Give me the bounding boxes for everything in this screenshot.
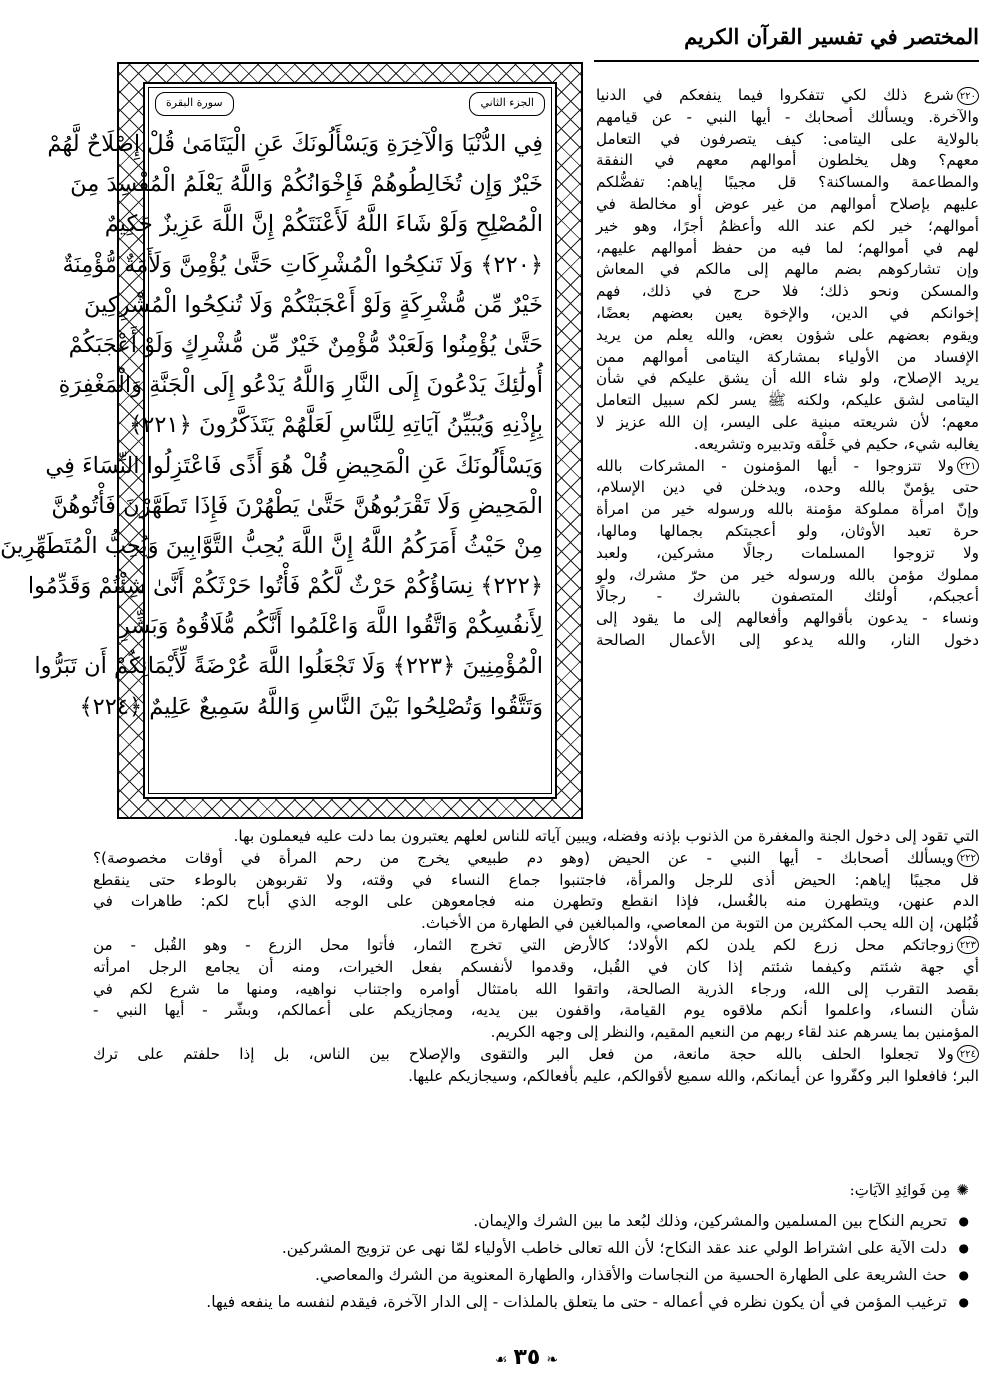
tafsir-line xyxy=(93,847,979,869)
juz-label: الجزء الثاني xyxy=(469,92,545,116)
tafsir-line xyxy=(596,346,979,368)
benefit-item: ● حث الشريعة على الطهارة الحسية من النجاسات والأقذار، والطهارة المعنوية من الشرك والمعاصي. xyxy=(109,1262,969,1289)
tafsir-text: الدم عنهن، ويتطهرن منه بالغُسل، فإذا انقطع وتطهرن منه فجامعوهن على الوجه الذي أباح لكم: طاهرات في xyxy=(93,892,979,911)
ayah-line: الْمُؤْمِنِينَ ﴿٢٢٣﴾ وَلَا تَجْعَلُوا اللَّهَ عُرْضَةً لِّأَيْمَانِكُمْ أَن تَبَرُّوا xyxy=(34,653,543,680)
page-header xyxy=(594,18,979,62)
tafsir-text: بقصد التقرب إلى الله، ورجاء الذرية الصالحة، واتقوا الله بامتثال أوامره واجتناب نواهيه، ومنها ما شرع لكم في xyxy=(93,979,979,998)
tafsir-text: والآخرة. ويسألك أصحابك - أيها النبي - عن قيامهم xyxy=(596,107,979,126)
tafsir-line xyxy=(596,149,979,171)
flower-ornament-icon: ✺ xyxy=(956,1181,969,1199)
tafsir-text: المؤمنين بما يسرهم عند لقاء ربهم من النعيم المقيم، والنظر إلى وجهه الكريم. xyxy=(490,1023,979,1042)
tafsir-text: زوجاتكم محل زرع لكم يلدن لكم الأولاد؛ كالأرض التي تخرج الثمار، فأتوا محل الزرع - وهو القُبل - من xyxy=(93,935,954,954)
tafsir-text: يريد الإصلاح، ولو شاء الله أن يشق عليكم في شأن xyxy=(596,369,979,388)
tafsir-text: معهم؟ وهل يخلطون أموالهم معهم في النفقة xyxy=(596,151,979,170)
ayah-line: وَتَتَّقُوا وَتُصْلِحُوا بَيْنَ النَّاسِ وَاللَّهُ سَمِيعٌ عَلِيمٌ ﴿٢٢٤﴾ xyxy=(79,693,543,720)
tafsir-line xyxy=(596,542,979,564)
tafsir-line xyxy=(596,498,979,520)
ayah-line: فِي الدُّنْيَا وَالْآخِرَةِ وَيَسْأَلُونَكَ عَنِ الْيَتَامَىٰ قُلْ إِصْلَاحٌ لَّهُمْ xyxy=(47,131,543,157)
tafsir-line xyxy=(596,106,979,128)
tafsir-line xyxy=(596,367,979,389)
ayah-line: وَيَسْأَلُونَكَ عَنِ الْمَحِيضِ قُلْ هُوَ أَذًى فَاعْتَزِلُوا النِّسَاءَ فِي xyxy=(45,452,543,479)
tafsir-text: والمسكن ونحو ذلك؛ فلا حرج في ذلك، فهم xyxy=(596,282,979,301)
tafsir-line xyxy=(596,302,979,324)
tafsir-line xyxy=(596,411,979,433)
tafsir-line xyxy=(596,629,979,651)
tafsir-line xyxy=(596,520,979,542)
tafsir-line xyxy=(93,869,979,891)
tafsir-right-column xyxy=(596,84,979,651)
tafsir-line xyxy=(93,934,979,956)
tafsir-line xyxy=(596,128,979,150)
tafsir-line xyxy=(596,237,979,259)
ayah-line: بِإِذْنِهِ وَيُبَيِّنُ آيَاتِهِ لِلنَّاسِ لَعَلَّهُمْ يَتَذَكَّرُونَ ﴿٢٢١﴾ xyxy=(129,412,543,439)
benefit-item: ● ترغيب المؤمن في أن يكون نظره في أعماله - حتى ما يتعلق بالملذات - إلى الدار الآخرة، فيقدم لنفسه ما ينفعه فيها. xyxy=(109,1289,969,1316)
tafsir-line xyxy=(93,999,979,1021)
tafsir-text: شأن النساء، واعلموا أنكم ملاقوه يوم القيامة، واقفون بين يديه، ومجازيكم على أعمالكم، وبشّر - أيها النبي - xyxy=(93,1001,979,1020)
tafsir-text: حرة تعبد الأوثان، ولو أعجبتكم بجمالها ومالها، xyxy=(596,521,979,540)
tafsir-text: مملوك مؤمن بالله ورسوله خير من حرّ مشرك، ولو xyxy=(596,565,979,584)
tafsir-line xyxy=(93,1043,979,1065)
benefits-heading xyxy=(850,1181,969,1199)
tafsir-line xyxy=(596,389,979,411)
tafsir-line xyxy=(596,215,979,237)
tafsir-line xyxy=(596,585,979,607)
tafsir-text: الإفساد من الأولياء بمشاركة اليتامى أموالهم ممن xyxy=(596,347,979,366)
tafsir-text: عليهم بإصلاح أموالهم من غير عوض أو مخالطة في xyxy=(596,194,979,213)
tafsir-text: ولا تتزوجوا - أيها المؤمنون - المشركات بالله xyxy=(596,456,954,475)
ayah-line: خَيْرٌ وَإِن تُخَالِطُوهُمْ فَإِخْوَانُكُمْ وَاللَّهُ يَعْلَمُ الْمُفْسِدَ مِنَ xyxy=(70,171,543,198)
tafsir-text: قل مجيبًا إياهم: الحيض أذى للرجل والمرأة، فاجتنبوا جماع النساء في وقته، ولا تقربوهن بالوطء حتى ينقطع xyxy=(93,870,979,889)
verse-number-badge: ٢٢١ xyxy=(957,457,979,475)
tafsir-text: إخوانكم في الدين، والإخوة يعين بعضهم بعضًا، xyxy=(596,303,979,322)
surah-label: سورة البقرة xyxy=(155,92,234,116)
tafsir-line xyxy=(93,1065,979,1087)
book-title: المختصر في تفسير القرآن الكريم xyxy=(684,24,979,49)
tafsir-text: التي تقود إلى دخول الجنة والمغفرة من الذنوب بإذنه وفضله، ويبين آياته للناس لعلهم يعتبرون بما دلت عليه فيعملون بها. xyxy=(233,827,979,845)
tafsir-text: اليتامى لشق عليكم، ولكنه ﷺ يسر لكم سبيل التعامل xyxy=(596,391,979,410)
tafsir-line xyxy=(93,825,979,847)
ayah-line: حَتَّىٰ يُؤْمِنُوا وَلَعَبْدٌ مُّؤْمِنٌ خَيْرٌ مِّن مُّشْرِكٍ وَلَوْ أَعْجَبَكُمْ xyxy=(68,331,543,358)
tafsir-line xyxy=(596,324,979,346)
verse-number-badge: ٢٢٤ xyxy=(957,1045,979,1063)
tafsir-text: ويسألك أصحابك - أيها النبي - عن الحيض (وهو دم طبيعي يخرج من رحم المرأة في أوقات مخصوصة)؟ xyxy=(93,848,954,867)
tafsir-text: ويقوم بعضهم على شؤون بعض، والله يعلم من يريد xyxy=(596,325,979,344)
ayah-line: الْمَحِيضِ وَلَا تَقْرَبُوهُنَّ حَتَّىٰ يَطْهُرْنَ فَإِذَا تَطَهَّرْنَ فَأْتُوهُنَّ xyxy=(51,492,543,519)
ayah-line: ﴿٢٢٠﴾ وَلَا تَنكِحُوا الْمُشْرِكَاتِ حَتَّىٰ يُؤْمِنَّ وَلَأَمَةٌ مُّؤْمِنَةٌ xyxy=(62,251,543,278)
tafsir-text: أي جهة شئتم وكيفما شئتم إذا كان في القُبل، وقدموا لأنفسكم بفعل الخيرات، ومنه أن يجامع الرجل امرأته xyxy=(93,957,979,976)
tafsir-text: وإن تشاركوهم بضم مالهم إلى مالكم في المعاش xyxy=(596,260,979,279)
benefits-title: مِن فَوائِدِ الآيَاتِ: xyxy=(849,1181,951,1199)
left-ornament-icon: ❧ xyxy=(546,1352,559,1368)
tafsir-full-width xyxy=(93,825,979,1087)
tafsir-line xyxy=(596,564,979,586)
benefits-list xyxy=(109,1208,969,1316)
benefit-item: ● تحريم النكاح بين المسلمين والمشركين، وذلك لبُعد ما بين الشرك والإيمان. xyxy=(109,1208,969,1235)
ayah-line: أُولَٰئِكَ يَدْعُونَ إِلَى النَّارِ وَاللَّهُ يَدْعُو إِلَى الْجَنَّةِ وَالْمَغْفِرَةِ xyxy=(58,372,543,399)
tafsir-line xyxy=(596,84,979,106)
verse-number-badge: ٢٢٣ xyxy=(957,936,979,954)
tafsir-line xyxy=(596,607,979,629)
tafsir-line xyxy=(596,258,979,280)
tafsir-line xyxy=(596,171,979,193)
verse-number-badge: ٢٢٠ xyxy=(957,87,979,105)
page-number: ٣٥ xyxy=(513,1345,541,1370)
quran-frame xyxy=(0,62,583,819)
tafsir-text: البر؛ فافعلوا البر وكفّروا عن أيمانكم، والله سميع لأقوالكم، عليم بأفعالكم، وسيجازيكم عليها. xyxy=(408,1066,979,1085)
tafsir-text: وإنّ امرأة مملوكة مؤمنة بالله ورسوله خير من امرأة xyxy=(596,500,979,519)
tafsir-line xyxy=(93,956,979,978)
tafsir-text: لهم في أموالهم؛ لما فيه من حفظ أموالهم عليهم، xyxy=(596,238,979,257)
tafsir-text: والمطاعمة والمساكنة؟ قل مجيبًا إياهم: تفضُّلكم xyxy=(596,173,979,192)
tafsir-text: ولا تزوجوا المسلمات رجالًا مشركين، ولعبد xyxy=(596,543,979,562)
tafsir-line xyxy=(596,476,979,498)
tafsir-text: حتى يؤمنّ بالله وحده، ويدخلن في دين الإسلام، xyxy=(596,478,979,497)
tafsir-line xyxy=(596,280,979,302)
tafsir-text: قُبُلهن، إن الله يحب المكثرين من التوبة من المعاصي، والمبالغين في الطهارة من الأخباث. xyxy=(421,914,979,933)
tafsir-text: أعجبكم، أولئك المتصفون بالشرك - رجالًا xyxy=(596,587,979,606)
tafsir-text: ولا تجعلوا الحلف بالله حجة مانعة، من فعل البر والتقوى والإصلاح بين الناس، بل إذا حلفتم على ترك xyxy=(93,1044,954,1063)
tafsir-line xyxy=(596,433,979,455)
tafsir-line xyxy=(93,912,979,934)
page-footer xyxy=(54,1345,999,1370)
tafsir-text: دخول النار، والله يدعو إلى الأعمال الصالحة xyxy=(596,630,979,649)
tafsir-line xyxy=(93,1021,979,1043)
ayah-line: لِأَنفُسِكُمْ وَاتَّقُوا اللَّهَ وَاعْلَمُوا أَنَّكُم مُّلَاقُوهُ وَبَشِّرِ xyxy=(118,613,543,640)
tafsir-line xyxy=(93,890,979,912)
header-rule xyxy=(594,60,979,62)
tafsir-text: أموالهم؛ خير لكم عند الله وأعظمُ أجرًا، وهو خير xyxy=(596,216,979,235)
tafsir-line xyxy=(596,455,979,477)
tafsir-text: يغالبه شيء، حكيم في خَلْقه وتدبيره وتشريعه. xyxy=(693,434,979,453)
tafsir-line xyxy=(93,978,979,1000)
ayah-line: ﴿٢٢٢﴾ نِسَاؤُكُمْ حَرْثٌ لَّكُمْ فَأْتُوا حَرْثَكُمْ أَنَّىٰ شِئْتُمْ وَقَدِّمُوا xyxy=(27,573,543,600)
tafsir-text: معهم؛ لأن شريعته مبنية على اليسر، إن الله عزيز لا xyxy=(596,412,979,431)
tafsir-text: شرع ذلك لكي تتفكروا فيما ينفعكم في الدنيا xyxy=(596,86,954,104)
right-ornament-icon: ☙ xyxy=(494,1352,508,1368)
ayah-line: خَيْرٌ مِّن مُّشْرِكَةٍ وَلَوْ أَعْجَبَتْكُمْ وَلَا تُنكِحُوا الْمُشْرِكِينَ xyxy=(84,291,543,318)
benefit-item: ● دلت الآية على اشتراط الولي عند عقد النكاح؛ لأن الله تعالى خاطب الأولياء لمّا نهى عن تزويج المشركين. xyxy=(109,1235,969,1262)
quran-frame-inner xyxy=(0,82,557,799)
ayah-line: الْمُصْلِحِ وَلَوْ شَاءَ اللَّهُ لَأَعْنَتَكُمْ إِنَّ اللَّهَ عَزِيزٌ حَكِيمٌ xyxy=(104,211,543,238)
tafsir-line xyxy=(596,193,979,215)
tafsir-text: ونساء - يدعون بأقوالهم وأفعالهم إلى ما يقود إلى xyxy=(596,609,979,628)
tafsir-text: بالولاية على اليتامى: كيف يتصرفون في التعامل xyxy=(596,129,979,148)
verse-number-badge: ٢٢٢ xyxy=(957,849,979,867)
ayah-lines xyxy=(0,124,543,727)
ayah-line: مِنْ حَيْثُ أَمَرَكُمُ اللَّهُ إِنَّ اللَّهَ يُحِبُّ التَّوَّابِينَ وَيُحِبُّ الْمُتَطَهِّرِينَ xyxy=(0,532,543,559)
